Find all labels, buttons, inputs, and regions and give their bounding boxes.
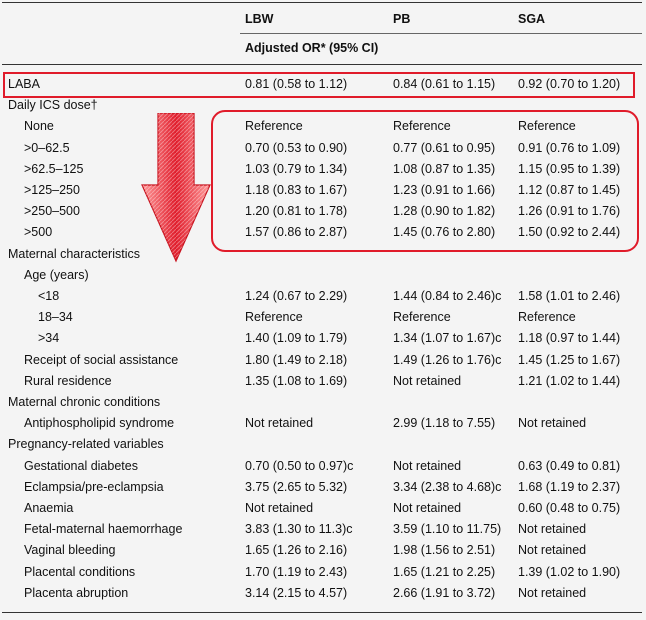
cell-c1: 1.40 (1.09 to 1.79) xyxy=(245,331,348,346)
cell-c3: 0.63 (0.49 to 0.81) xyxy=(518,458,621,473)
table-row xyxy=(0,583,646,604)
row-label: Placental conditions xyxy=(24,564,136,579)
row-label: Daily ICS dose† xyxy=(8,98,98,113)
cell-c1: 3.75 (2.65 to 5.32) xyxy=(245,479,348,494)
cell-c3: 1.12 (0.87 to 1.45) xyxy=(518,183,621,197)
row-label: None xyxy=(24,119,54,134)
cell-c2: 0.77 (0.61 to 0.95) xyxy=(393,140,496,155)
row-label: Maternal chronic conditions xyxy=(8,395,161,409)
cell-c2: 1.08 (0.87 to 1.35) xyxy=(393,161,496,176)
row-label: Maternal characteristics xyxy=(8,246,140,261)
row-label: Eclampsia/pre-eclampsia xyxy=(24,479,164,494)
table-row xyxy=(0,307,646,328)
cell-c3: 1.21 (1.02 to 1.44) xyxy=(518,373,621,388)
cell-c1: 3.14 (2.15 to 4.57) xyxy=(245,585,348,600)
cell-c1: 1.18 (0.83 to 1.67) xyxy=(245,183,348,197)
cell-c3: Not retained xyxy=(518,585,587,600)
cell-c2: 1.45 (0.76 to 2.80) xyxy=(393,225,496,240)
table-row xyxy=(0,498,646,519)
cell-c3: 1.26 (0.91 to 1.76) xyxy=(518,204,621,219)
cell-c3: 1.68 (1.19 to 2.37) xyxy=(518,479,621,494)
row-label: LABA xyxy=(8,77,40,91)
cell-c2: 3.59 (1.10 to 11.75) xyxy=(393,522,502,537)
cell-c1: 1.20 (0.81 to 1.78) xyxy=(245,204,348,219)
cell-c2: 0.84 (0.61 to 1.15) xyxy=(393,77,496,91)
cell-c3: 1.58 (1.01 to 2.46) xyxy=(518,289,621,303)
cell-c2: 1.44 (0.84 to 2.46)c xyxy=(393,289,502,303)
table-row xyxy=(0,392,646,413)
cell-c1: 1.80 (1.49 to 2.18) xyxy=(245,352,348,367)
cell-c1: 0.70 (0.53 to 0.90) xyxy=(245,140,348,155)
cell-c2: 1.23 (0.91 to 1.66) xyxy=(393,183,496,197)
cell-c2: 3.34 (2.38 to 4.68)c xyxy=(393,479,502,494)
header-sga: SGA xyxy=(518,12,546,26)
table-row xyxy=(0,477,646,498)
table-row xyxy=(0,286,646,307)
cell-c1: 0.81 (0.58 to 1.12) xyxy=(245,77,348,91)
cell-c3: 1.50 (0.92 to 2.44) xyxy=(518,225,621,240)
cell-c2: Reference xyxy=(393,310,451,325)
row-label: Anaemia xyxy=(24,501,74,515)
cell-c2: 1.28 (0.90 to 1.82) xyxy=(393,204,496,219)
table-row xyxy=(0,540,646,561)
cell-c3: 1.45 (1.25 to 1.67) xyxy=(518,352,621,367)
row-label: 18–34 xyxy=(38,310,73,325)
cell-c1: 1.35 (1.08 to 1.69) xyxy=(245,373,348,388)
cell-c3: Reference xyxy=(518,119,576,134)
table-row xyxy=(0,265,646,286)
row-label: Gestational diabetes xyxy=(24,458,138,473)
cell-c1: 3.83 (1.30 to 11.3)c xyxy=(245,522,353,537)
table-row xyxy=(0,328,646,349)
table-row xyxy=(0,434,646,455)
table-row xyxy=(0,350,646,371)
cell-c2: 1.49 (1.26 to 1.76)c xyxy=(393,352,502,367)
row-label: >34 xyxy=(38,331,60,346)
bottom-rule xyxy=(2,612,642,613)
cell-c3: 1.18 (0.97 to 1.44) xyxy=(518,331,621,346)
top-rule xyxy=(2,2,642,3)
cell-c3: Not retained xyxy=(518,416,587,431)
cell-c2: 1.65 (1.21 to 2.25) xyxy=(393,564,496,579)
cell-c2: Not retained xyxy=(393,458,462,473)
cell-c2: 1.34 (1.07 to 1.67)c xyxy=(393,331,502,346)
cell-c1: 1.70 (1.19 to 2.43) xyxy=(245,564,348,579)
cell-c1: Reference xyxy=(245,310,303,325)
cell-c1: 1.24 (0.67 to 2.29) xyxy=(245,289,348,303)
header-pb: PB xyxy=(393,12,411,26)
cell-c1: Not retained xyxy=(245,501,314,515)
row-label: Rural residence xyxy=(24,373,112,388)
cell-c2: Reference xyxy=(393,119,451,134)
row-label: >125–250 xyxy=(24,183,80,197)
cell-c3: Reference xyxy=(518,310,576,325)
cell-c1: Not retained xyxy=(245,416,314,431)
table-row xyxy=(0,519,646,540)
row-label: <18 xyxy=(38,289,60,303)
table-row xyxy=(0,456,646,477)
cell-c2: 1.98 (1.56 to 2.51) xyxy=(393,543,496,558)
cell-c1: 0.70 (0.50 to 0.97)c xyxy=(245,458,354,473)
row-label: Placenta abruption xyxy=(24,585,129,600)
table-row xyxy=(0,562,646,583)
cell-c1: 1.03 (0.79 to 1.34) xyxy=(245,161,348,176)
table-row xyxy=(0,413,646,434)
table-row xyxy=(0,371,646,392)
ics-dose-highlight-box xyxy=(211,110,639,252)
cell-c3: 0.91 (0.76 to 1.09) xyxy=(518,140,621,155)
cell-c2: 2.99 (1.18 to 7.55) xyxy=(393,416,496,431)
header-adjusted-or: Adjusted OR* (95% CI) xyxy=(245,41,379,55)
row-label: Pregnancy-related variables xyxy=(8,437,164,452)
laba-highlight-box xyxy=(3,72,635,98)
cell-c3: Not retained xyxy=(518,522,587,537)
row-label: Receipt of social assistance xyxy=(24,352,179,367)
row-label: >250–500 xyxy=(24,204,80,219)
header-bottom-rule xyxy=(2,64,642,65)
row-label: >62.5–125 xyxy=(24,161,84,176)
header-mid-rule xyxy=(240,33,642,34)
down-arrow-icon xyxy=(140,113,212,263)
cell-c1: 1.65 (1.26 to 2.16) xyxy=(245,543,348,558)
row-label: >500 xyxy=(24,225,53,240)
cell-c2: Not retained xyxy=(393,373,462,388)
cell-c3: 0.92 (0.70 to 1.20) xyxy=(518,77,621,91)
cell-c2: Not retained xyxy=(393,501,462,515)
cell-c1: 1.57 (0.86 to 2.87) xyxy=(245,225,348,240)
cell-c3: Not retained xyxy=(518,543,587,558)
row-label: Antiphospholipid syndrome xyxy=(24,416,175,431)
header-lbw: LBW xyxy=(245,12,274,26)
cell-c2: 2.66 (1.91 to 3.72) xyxy=(393,585,496,600)
row-label: Vaginal bleeding xyxy=(24,543,116,558)
cell-c3: 0.60 (0.48 to 0.75) xyxy=(518,501,621,515)
row-label: >0–62.5 xyxy=(24,140,70,155)
cell-c3: 1.39 (1.02 to 1.90) xyxy=(518,564,621,579)
cell-c3: 1.15 (0.95 to 1.39) xyxy=(518,161,621,176)
cell-c1: Reference xyxy=(245,119,303,134)
row-label: Fetal-maternal haemorrhage xyxy=(24,522,183,537)
row-label: Age (years) xyxy=(24,267,89,282)
